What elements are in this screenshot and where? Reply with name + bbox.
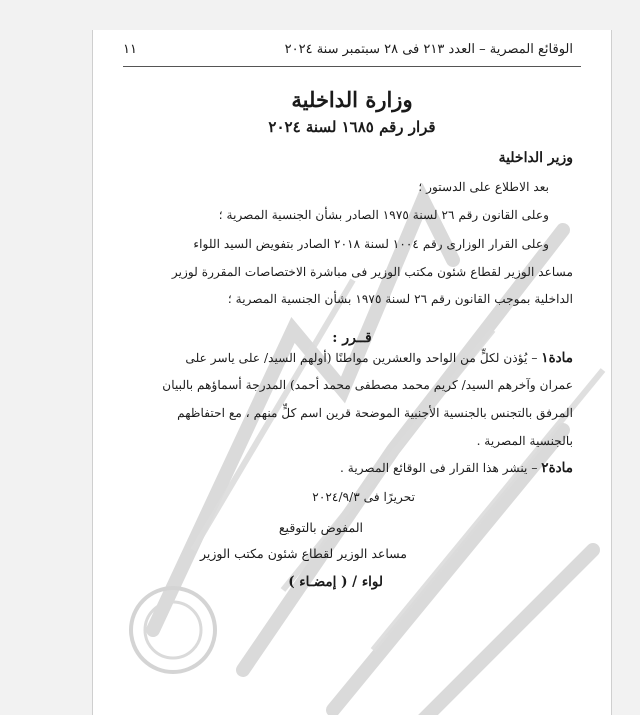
signature-name: لواء / ( إمضـاء ) [288, 574, 383, 590]
preamble-line: مساعد الوزير لقطاع شئون مكتب الوزير فى مباشرة الاختصاصات المقررة لوزير [171, 265, 573, 279]
document-page [92, 30, 612, 715]
preamble-line: وعلى القانون رقم ٢٦ لسنة ١٩٧٥ الصادر بشأن الجنسية المصرية ؛ [218, 208, 549, 222]
preamble-line: وعلى القرار الوزارى رقم ١٠٠٤ لسنة ٢٠١٨ الصادر بتفويض السيد اللواء [193, 237, 549, 251]
article-1-text: – يُؤذن لكلٍّ من الواحد والعشرين مواطنًا (أولهم السيد/ على ياسر على [185, 351, 542, 365]
signature-position: مساعد الوزير لقطاع شئون مكتب الوزير [199, 546, 407, 561]
issue-date: تحريرًا فى ٢٠٢٤/٩/٣ [312, 490, 415, 504]
article-2-text: – ينشر هذا القرار فى الوقائع المصرية . [340, 461, 542, 475]
ministry-title: وزارة الداخلية [291, 87, 413, 112]
article-1-label: مادة١ [541, 350, 573, 366]
gazette-header [123, 42, 573, 57]
minister-heading: وزير الداخلية [498, 150, 573, 166]
article-1-line: المرفق بالتجنس بالجنسية الأجنبية الموضحة قرين اسم كلٍّ منهم ، مع احتفاظهم [177, 406, 573, 420]
header-divider [123, 66, 581, 67]
article-2-label: مادة٢ [541, 460, 573, 476]
signature-delegate: المفوض بالتوقيع [278, 520, 363, 535]
header-title: الوقائع المصرية – العدد ٢١٣ فى ٢٨ سبتمبر سنة ٢٠٢٤ [284, 42, 573, 57]
preamble-line: بعد الاطلاع على الدستور ؛ [418, 180, 549, 194]
article-1-line [185, 350, 573, 366]
page-number: ١١ [123, 42, 137, 57]
article-1-line: عمران وآخرهم السيد/ كريم محمد مصطفى محمد أحمد) المدرجة أسماؤهم بالبيان [162, 378, 573, 392]
article-2-line [340, 460, 573, 476]
decree-heading: قــرر : [332, 330, 372, 346]
decision-title: قرار رقم ١٦٨٥ لسنة ٢٠٢٤ [268, 118, 436, 136]
article-1-line: بالجنسية المصرية . [476, 434, 573, 448]
preamble-line: الداخلية بموجب القانون رقم ٢٦ لسنة ١٩٧٥ بشأن الجنسية المصرية ؛ [227, 292, 573, 306]
